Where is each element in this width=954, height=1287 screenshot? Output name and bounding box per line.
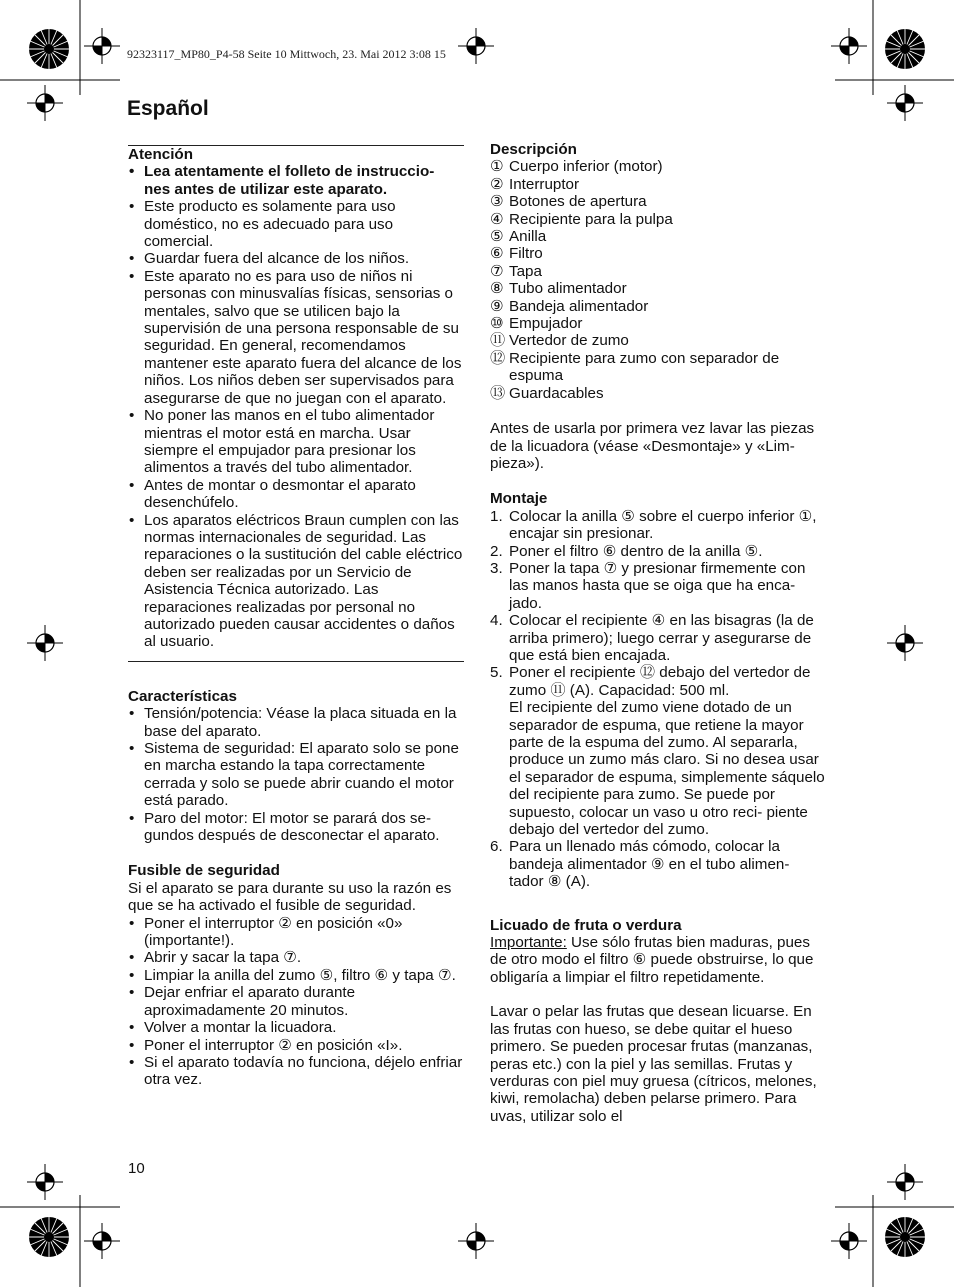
list-item: • Si el aparato todavía no funciona, déjelo enfriar otra vez.: [128, 1054, 464, 1089]
attention-list: [128, 163, 464, 650]
list-item: ⑫ Recipiente para zumo con separador de espuma: [490, 349, 780, 385]
registration-mark-icon: [458, 28, 494, 64]
list-item: • Dejar enfriar el aparato durante aproximadamente 20 minutos.: [128, 984, 464, 1019]
left-column: [128, 146, 464, 1089]
list-item: • Poner el interruptor ② en posición «0» (importante!).: [128, 915, 464, 950]
list-item: 4. Colocar el recipiente ④ en las bisagras (la de arriba primero); luego cerrar y asegurarse de que está bien encajada.: [490, 612, 814, 664]
right-column: [490, 141, 826, 1125]
list-item: • Limpiar la anilla del zumo ⑤, filtro ⑥ y tapa ⑦.: [128, 967, 464, 984]
list-item: ⑧ Tubo alimentador: [490, 280, 627, 298]
list-item: ① Cuerpo inferior (motor): [490, 158, 663, 176]
features-list: [128, 705, 464, 844]
fuse-intro: Si el aparato se para durante su uso la razón es que se ha activado el fusible de seguridad.: [128, 879, 452, 915]
registration-mark-icon: [27, 85, 63, 121]
registration-mark-icon: [831, 28, 867, 64]
list-item: ③ Botones de apertura: [490, 193, 647, 211]
registration-mark-icon: [887, 85, 923, 121]
list-item: • Lea atentamente el folleto de instruccio- nes antes de utilizar este aparato.: [128, 163, 464, 198]
list-item: ④ Recipiente para la pulpa: [490, 210, 673, 228]
list-item: • Poner el interruptor ② en posición «I».: [128, 1037, 464, 1054]
list-item: ⑩ Empujador: [490, 315, 583, 333]
registration-mark-icon: [27, 625, 63, 661]
registration-mark-icon: [84, 1223, 120, 1259]
registration-mark-icon: [458, 1223, 494, 1259]
section-heading-fuse: Fusible de seguridad: [128, 862, 280, 880]
registration-mark-icon: [84, 28, 120, 64]
section-heading-assembly: Montaje: [490, 490, 548, 508]
fuse-list: [128, 915, 464, 1089]
assembly-steps: [490, 508, 826, 891]
page-title: Español: [127, 97, 209, 120]
list-item: ⑦ Tapa: [490, 262, 542, 280]
list-item: • No poner las manos en el tubo alimentador mientras el motor está en marcha. Usar siempre el empujador para presionar los alimentos a través del tubo alimentador.: [128, 407, 464, 477]
list-item: 1. Colocar la anilla ⑤ sobre el cuerpo inferior ①, encajar sin presionar.: [490, 507, 817, 543]
description-list: [490, 158, 826, 402]
list-item: ⑤ Anilla: [490, 228, 547, 246]
list-item: • Paro del motor: El motor se parará dos se- gundos después de desconectar el aparato.: [128, 810, 464, 845]
starburst-icon: [27, 27, 71, 71]
juicing-important: Importante: Use sólo frutas bien maduras, pues de otro modo el filtro ⑥ puede obstruirse, lo que obligaría a limpiar el filtro repetidamente.: [490, 934, 814, 986]
registration-mark-icon: [831, 1223, 867, 1259]
starburst-icon: [883, 1215, 927, 1259]
list-item: • Este aparato no es para uso de niños ni personas con minusvalías físicas, sensorias o mentales, salvo que se utilicen bajo la supervisión de una persona responsable de su seguridad. En general, recomendamos mantener este aparato fuera del alcance de los niños. Los niños deben ser supervisados para asegurarse de que no juegan con el aparato.: [128, 268, 464, 407]
list-item: • Volver a montar la licuadora.: [128, 1019, 464, 1036]
list-item: • Sistema de seguridad: El aparato solo se pone en marcha estando la tapa correctamente cerrada y solo se puede abrir cuando el motor está parado.: [128, 740, 464, 810]
starburst-icon: [27, 1215, 71, 1259]
list-item: • Los aparatos eléctricos Braun cumplen con las normas internacionales de seguridad. Las reparaciones o la sustitución del cable eléctrico deben ser realizadas por un Servicio de Asistencia Técnica autorizado. Las reparaciones realizadas por personal no autorizado pueden causar accidentes o daños al usuario.: [128, 512, 464, 651]
section-heading-juicing: Licuado de fruta o verdura: [490, 916, 682, 934]
description-note: Antes de usarla por primera vez lavar las piezas de la licuadora (véase «Desmontaje» y «Lim- pieza»).: [490, 420, 815, 472]
list-item: 5. Poner el recipiente ⑫ debajo del vertedor de zumo ⑪ (A). Capacidad: 500 ml. El recipiente del zumo viene dotado de un separador de espuma, que retiene la mayor parte de la espuma del zumo. Al separarla, produce un zumo más claro. Si no desea usar el separador de espuma, simplemente sáquelo del recipiente para zumo. Se puede por supuesto, colocar un vaso u otro reci- piente debajo del vertedor del zumo.: [490, 664, 825, 839]
page-number: 10: [128, 1160, 145, 1177]
print-header: 92323117_MP80_P4-58 Seite 10 Mittwoch, 23. Mai 2012 3:08 15: [127, 47, 446, 61]
list-item: 6. Para un llenado más cómodo, colocar la bandeja alimentador ⑨ en el tubo alimen- tador ⑧ (A).: [490, 838, 790, 891]
juicing-paragraph: Lavar o pelar las frutas que desean licuarse. En las frutas con hueso, se debe quitar el hueso primero. Se pueden procesar frutas (manzanas, peras etc.) con la piel y las semillas. Frutas y verduras con piel muy gruesa (cítricos, melones, kiwi, remolacha) deben pelarse primero. Para uvas, utilizar solo el: [490, 1003, 817, 1125]
section-heading-features: Características: [128, 687, 237, 705]
registration-mark-icon: [887, 1164, 923, 1200]
list-item: ② Interruptor: [490, 175, 580, 193]
section-heading-description: Descripción: [490, 141, 577, 158]
list-item: ⑨ Bandeja alimentador: [490, 297, 649, 315]
starburst-icon: [883, 27, 927, 71]
list-item: • Antes de montar o desmontar el aparato desenchúfelo.: [128, 477, 464, 512]
registration-mark-icon: [887, 625, 923, 661]
list-item: • Este producto es solamente para uso doméstico, no es adecuado para uso comercial.: [128, 198, 464, 250]
list-item: 2. Poner el filtro ⑥ dentro de la anilla ⑤.: [490, 542, 763, 560]
list-item: • Guardar fuera del alcance de los niños.: [128, 250, 464, 267]
list-item: ⑥ Filtro: [490, 245, 543, 263]
list-item: ⑪ Vertedor de zumo: [490, 332, 629, 350]
list-item: • Abrir y sacar la tapa ⑦.: [128, 949, 464, 966]
list-item: • Tensión/potencia: Véase la placa situada en la base del aparato.: [128, 705, 464, 740]
registration-mark-icon: [27, 1164, 63, 1200]
list-item: ⑬ Guardacables: [490, 384, 604, 402]
section-divider: [128, 661, 464, 662]
section-heading-attention: Atención: [128, 146, 193, 163]
list-item: 3. Poner la tapa ⑦ y presionar firmemente con las manos hasta que se oiga que ha enca- jado.: [490, 559, 806, 612]
